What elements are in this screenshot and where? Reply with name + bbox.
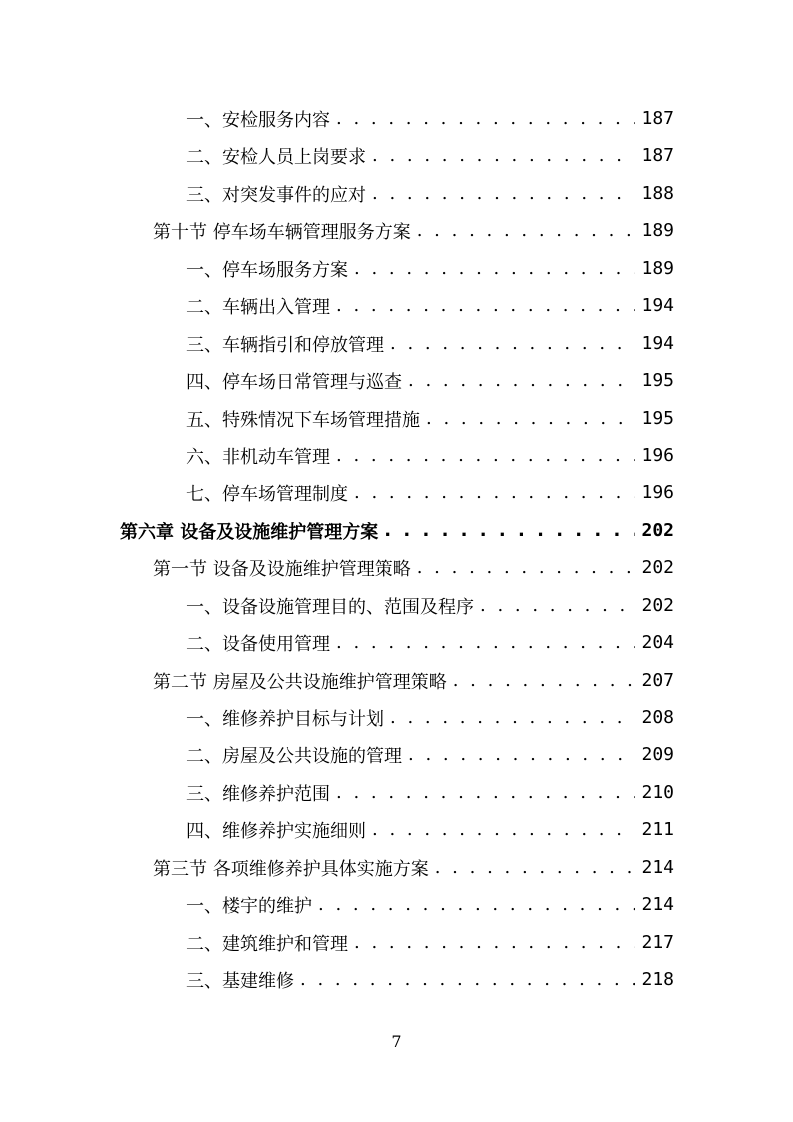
toc-entry[interactable] bbox=[186, 362, 674, 399]
toc-entry-page: 202 bbox=[641, 595, 674, 616]
toc-entry-page: 202 bbox=[641, 557, 674, 578]
toc-section-entry[interactable] bbox=[153, 212, 674, 249]
toc-entry-page: 195 bbox=[641, 370, 674, 391]
toc-entry-title: 六、非机动车管理 bbox=[186, 446, 330, 468]
toc-entry-page: 194 bbox=[641, 333, 674, 354]
toc-entry-title: 一、楼宇的维护 bbox=[186, 895, 312, 917]
toc-entry[interactable] bbox=[186, 924, 674, 961]
dot-leader bbox=[417, 220, 636, 241]
toc-entry-title: 四、维修养护实施细则 bbox=[186, 820, 366, 842]
toc-entry-title: 三、对突发事件的应对 bbox=[186, 184, 366, 206]
dot-leader bbox=[300, 969, 635, 990]
toc-entry[interactable] bbox=[186, 287, 674, 324]
dot-leader bbox=[480, 595, 635, 616]
dot-leader bbox=[336, 295, 635, 316]
toc-entry-title: 第十节 停车场车辆管理服务方案 bbox=[153, 221, 411, 243]
toc-entry[interactable] bbox=[186, 624, 674, 661]
toc-entry[interactable] bbox=[186, 961, 674, 998]
toc-entry[interactable] bbox=[186, 437, 674, 474]
toc-entry[interactable] bbox=[186, 811, 674, 848]
toc-entry-title: 二、安检人员上岗要求 bbox=[186, 146, 366, 168]
toc-entry-title: 一、停车场服务方案 bbox=[186, 259, 348, 281]
toc-entry-page: 188 bbox=[641, 183, 674, 204]
dot-leader bbox=[336, 445, 635, 466]
toc-section-entry[interactable] bbox=[153, 549, 674, 586]
toc-entry[interactable] bbox=[186, 736, 674, 773]
dot-leader bbox=[453, 670, 636, 691]
dot-leader bbox=[372, 145, 635, 166]
toc-entry-title: 二、车辆出入管理 bbox=[186, 296, 330, 318]
toc-entry-page: 214 bbox=[641, 857, 674, 878]
dot-leader bbox=[336, 108, 635, 129]
toc-entry-title: 一、设备设施管理目的、范围及程序 bbox=[186, 596, 474, 618]
toc-entry-page: 202 bbox=[641, 520, 674, 541]
toc-entry[interactable] bbox=[186, 474, 674, 511]
toc-entry[interactable] bbox=[186, 587, 674, 624]
dot-leader bbox=[384, 520, 635, 541]
toc-entry-page: 209 bbox=[641, 744, 674, 765]
toc-entry[interactable] bbox=[186, 325, 674, 362]
dot-leader bbox=[354, 258, 635, 279]
dot-leader bbox=[372, 819, 635, 840]
toc-entry[interactable] bbox=[186, 886, 674, 923]
dot-leader bbox=[426, 408, 635, 429]
dot-leader bbox=[390, 333, 635, 354]
toc-entry-page: 207 bbox=[641, 670, 674, 691]
toc-entry-page: 196 bbox=[641, 482, 674, 503]
toc-entry-page: 189 bbox=[641, 258, 674, 279]
toc-entry-page: 189 bbox=[641, 220, 674, 241]
toc-entry-page: 187 bbox=[641, 108, 674, 129]
toc-entry-page: 210 bbox=[641, 782, 674, 803]
dot-leader bbox=[372, 183, 635, 204]
toc-entry-page: 196 bbox=[641, 445, 674, 466]
toc-entry-title: 一、维修养护目标与计划 bbox=[186, 708, 384, 730]
dot-leader bbox=[408, 370, 635, 391]
dot-leader bbox=[318, 894, 635, 915]
toc-entry-page: 214 bbox=[641, 894, 674, 915]
dot-leader bbox=[336, 782, 635, 803]
dot-leader bbox=[417, 557, 636, 578]
toc-entry[interactable] bbox=[186, 774, 674, 811]
toc-entry-title: 三、车辆指引和停放管理 bbox=[186, 334, 384, 356]
toc-chapter-entry[interactable] bbox=[120, 512, 674, 549]
toc-entry-page: 208 bbox=[641, 707, 674, 728]
toc-entry[interactable] bbox=[186, 250, 674, 287]
toc-entry-title: 四、停车场日常管理与巡查 bbox=[186, 371, 402, 393]
toc-entry-title: 第三节 各项维修养护具体实施方案 bbox=[153, 858, 429, 880]
dot-leader bbox=[435, 857, 636, 878]
dot-leader bbox=[354, 932, 635, 953]
toc-entry-title: 第二节 房屋及公共设施维护管理策略 bbox=[153, 671, 447, 693]
toc-entry-title: 一、安检服务内容 bbox=[186, 109, 330, 131]
dot-leader bbox=[354, 482, 635, 503]
page-number: 7 bbox=[391, 1032, 402, 1051]
toc-entry-title: 二、设备使用管理 bbox=[186, 633, 330, 655]
toc-entry-title: 第六章 设备及设施维护管理方案 bbox=[120, 521, 379, 543]
toc-entry-title: 三、基建维修 bbox=[186, 970, 294, 992]
toc-section-entry[interactable] bbox=[153, 849, 674, 886]
toc-entry-page: 217 bbox=[641, 932, 674, 953]
toc-entry-page: 218 bbox=[641, 969, 674, 990]
toc-entry-page: 194 bbox=[641, 295, 674, 316]
toc-entry-page: 187 bbox=[641, 145, 674, 166]
toc-entry[interactable] bbox=[186, 400, 674, 437]
toc-entry-title: 二、房屋及公共设施的管理 bbox=[186, 745, 402, 767]
toc-entry-page: 195 bbox=[641, 408, 674, 429]
toc-entry-title: 五、特殊情况下车场管理措施 bbox=[186, 409, 420, 431]
toc-entry-title: 三、维修养护范围 bbox=[186, 783, 330, 805]
toc-entry-page: 211 bbox=[641, 819, 674, 840]
toc-section-entry[interactable] bbox=[153, 662, 674, 699]
toc-entry[interactable] bbox=[186, 175, 674, 212]
toc-entry-title: 二、建筑维护和管理 bbox=[186, 933, 348, 955]
toc-entry-title: 第一节 设备及设施维护管理策略 bbox=[153, 558, 411, 580]
dot-leader bbox=[390, 707, 635, 728]
toc-entry[interactable] bbox=[186, 699, 674, 736]
toc-entry-page: 204 bbox=[641, 632, 674, 653]
toc-entry[interactable] bbox=[186, 100, 674, 137]
toc-entry[interactable] bbox=[186, 137, 674, 174]
toc-entry-title: 七、停车场管理制度 bbox=[186, 483, 348, 505]
dot-leader bbox=[336, 632, 635, 653]
dot-leader bbox=[408, 744, 635, 765]
